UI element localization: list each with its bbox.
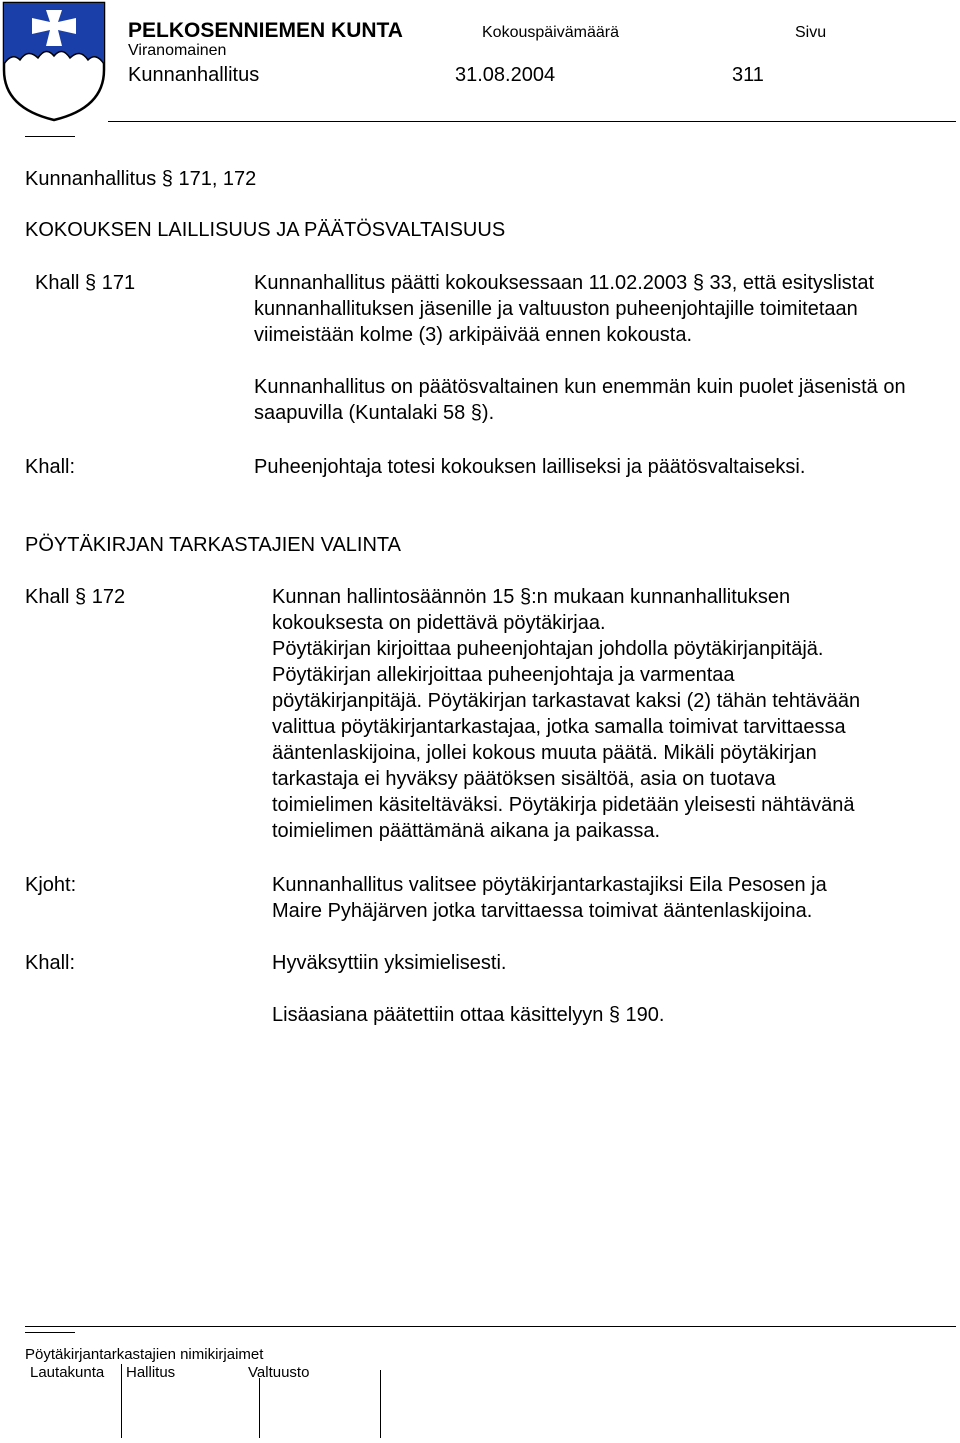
meeting-date-label: Kokouspäivämäärä [482, 24, 619, 41]
footer-rule [25, 1326, 956, 1327]
item-label: Khall § 171 [35, 272, 136, 294]
page-number: 311 [732, 64, 764, 86]
item-paragraph: Kunnanhallitus päätti kokouksessaan 11.02.2003 § 33, että esityslistat kunnanhallituksen jäsenille ja valtuuston puheenjohtajille toimitetaan viimeistään kolme (3) arkipäivää ennen kokousta. [254, 272, 875, 346]
body-line: Kunnan hallintosäännön 15 §:n mukaan kunnanhallituksen [272, 586, 791, 608]
decision-text: Puheenjohtaja totesi kokouksen lailliseksi ja päätösvaltaiseksi. [254, 456, 806, 478]
proposal-line: Kunnanhallitus valitsee pöytäkirjantarkastajiksi Eila Pesosen ja [272, 874, 827, 896]
signature-divider [121, 1364, 122, 1438]
section-reference: Kunnanhallitus § 171, 172 [25, 168, 257, 190]
footer-rule-short [25, 1332, 75, 1333]
body-line: Pöytäkirjan allekirjoittaa puheenjohtaja ja varmentaa [272, 664, 735, 686]
decision-label: Khall: [25, 456, 76, 478]
body-line: pöytäkirjanpitäjä. Pöytäkirjan tarkastavat kaksi (2) tähän tehtävään [272, 690, 861, 712]
signature-divider [380, 1370, 381, 1438]
body-line: Pöytäkirjan kirjoittaa puheenjohtajan johdolla pöytäkirjanpitäjä. [272, 638, 824, 660]
item-body [272, 584, 952, 844]
decision-text: Hyväksyttiin yksimielisesti. [272, 952, 507, 974]
body-line: tarkastaja ei hyväksy päätöksen sisältöä, asia on tuotava [272, 768, 776, 790]
signature-divider [259, 1378, 260, 1438]
meeting-date: 31.08.2004 [455, 64, 556, 86]
body-line: ääntenlaskijoina, jollei kokous muuta päätä. Mikäli pöytäkirjan [272, 742, 817, 764]
body-line: kokouksesta on pidettävä pöytäkirjaa. [272, 612, 606, 634]
proposal-line: Maire Pyhäjärven jotka tarvittaessa toimivat ääntenlaskijoina. [272, 900, 813, 922]
body-line: valittua pöytäkirjantarkastajaa, jotka samalla toimivat tarvittaessa [272, 716, 846, 738]
proposal-label: Kjoht: [25, 874, 77, 896]
section-heading: PÖYTÄKIRJAN TARKASTAJIEN VALINTA [25, 534, 402, 556]
proposal-text [272, 872, 952, 924]
body-line: toimielimen käsiteltäväksi. Pöytäkirja pidetään yleisesti nähtävänä [272, 794, 855, 816]
footer-col-valtuusto: Valtuusto [248, 1364, 310, 1381]
footer-title: Pöytäkirjantarkastajien nimikirjaimet [25, 1346, 264, 1363]
body-line: toimielimen päättämänä aikana ja paikassa. [272, 820, 660, 842]
authority-label: Viranomainen [128, 42, 227, 59]
decision-label: Khall: [25, 952, 76, 974]
footer-col-hallitus: Hallitus [126, 1364, 176, 1381]
item-label: Khall § 172 [25, 586, 126, 608]
authority-value: Kunnanhallitus [128, 64, 260, 86]
item-paragraph: Kunnanhallitus on päätösvaltainen kun enemmän kuin puolet jäsenistä on saapuvilla (Kuntalaki 58 §). [254, 376, 906, 424]
section-heading: KOKOUKSEN LAILLISUUS JA PÄÄTÖSVALTAISUUS [25, 219, 506, 241]
addendum-text: Lisäasiana päätettiin ottaa käsittelyyn § 190. [272, 1004, 665, 1026]
municipality-name: PELKOSENNIEMEN KUNTA [128, 19, 403, 42]
footer-col-lautakunta: Lautakunta [30, 1364, 105, 1381]
header-rule-short [25, 136, 75, 137]
page-label: Sivu [795, 24, 827, 41]
header-rule [108, 121, 956, 122]
coat-of-arms-logo [0, 0, 108, 122]
